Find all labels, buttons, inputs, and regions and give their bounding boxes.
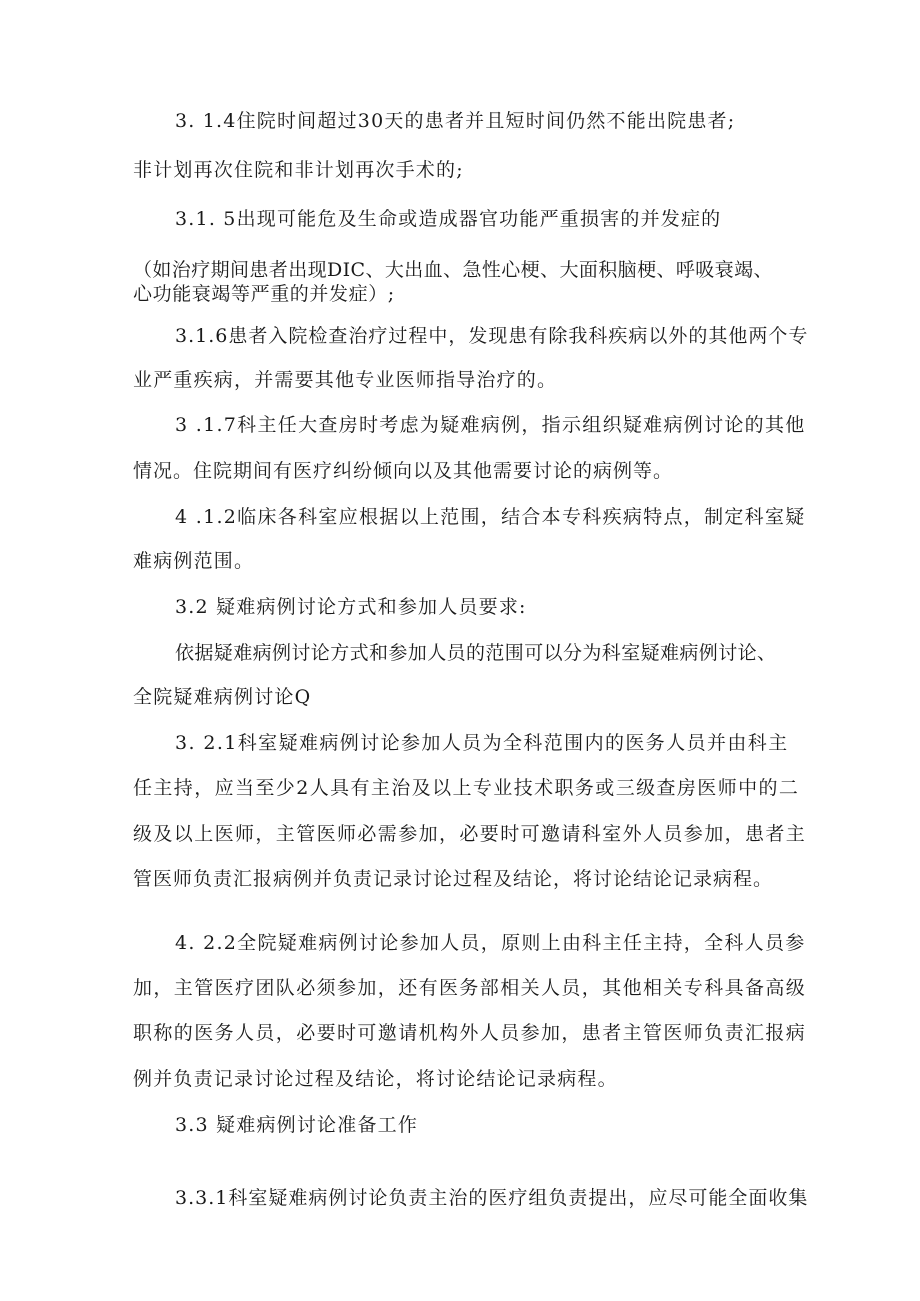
text-line: 例并负责记录讨论过程及结论，将讨论结论记录病程。 (133, 1068, 618, 1090)
text-line: 非计划再次住院和非计划再次手术的; (133, 159, 464, 181)
text-line: 职称的医务人员，必要时可邀请机构外人员参加，患者主管医师负责汇报病 (133, 1022, 807, 1044)
text-line: 3. 2.1科室疑难病例讨论参加人员为全科范围内的医务人员并由科主 (175, 732, 789, 754)
text-line: 管医师负责汇报病例并负责记录讨论过程及结论，将讨论结论记录病程。 (133, 868, 774, 890)
text-line: 难病例范围。 (133, 550, 255, 572)
text-line: （如治疗期间患者出现DIC、大出血、急性心梗、大面积脑梗、呼吸衰竭、 (133, 259, 773, 281)
section-heading: 3.3 疑难病例讨论准备工作 (175, 1114, 419, 1136)
text-line: 情况。住院期间有医疗纠纷倾向以及其他需要讨论的病例等。 (133, 460, 674, 482)
text-line: 全院疑难病例讨论Q (133, 686, 312, 708)
text-line: 心功能衰竭等严重的并发症）; (133, 283, 395, 305)
text-line: 3.1.6患者入院检查治疗过程中，发现患有除我科疾病以外的其他两个专 (175, 325, 809, 347)
text-line: 4 .1.2临床各科室应根据以上范围，结合本专科疾病特点，制定科室疑 (175, 506, 806, 528)
text-line: 3 .1.7科主任大查房时考虑为疑难病例，指示组织疑难病例讨论的其他 (175, 414, 806, 436)
text-line: 任主持，应当至少2人具有主治及以上专业技术职务或三级查房医师中的二 (133, 777, 800, 799)
text-line: 级及以上医师，主管医师必需参加，必要时可邀请科室外人员参加，患者主 (133, 823, 807, 845)
text-line: 3.1. 5出现可能危及生命或造成器官功能严重损害的并发症的 (175, 208, 722, 230)
section-heading: 3.2 疑难病例讨论方式和参加人员要求: (175, 596, 527, 618)
text-line: 业严重疾病，并需要其他专业医师指导治疗的。 (133, 369, 558, 391)
text-line: 4. 2.2全院疑难病例讨论参加人员，原则上由科主任主持，全科人员参 (175, 932, 806, 954)
text-line: 3. 1.4住院时间超过30天的患者并且短时间仍然不能出院患者; (175, 110, 736, 132)
text-line: 加，主管医疗团队必须参加，还有医务部相关人员，其他相关专科具备高级 (133, 977, 807, 999)
text-line: 3.3.1科室疑难病例讨论负责主治的医疗组负责提出，应尽可能全面收集 (175, 1187, 809, 1209)
text-line: 依据疑难病例讨论方式和参加人员的范围可以分为科室疑难病例讨论、 (175, 642, 777, 664)
